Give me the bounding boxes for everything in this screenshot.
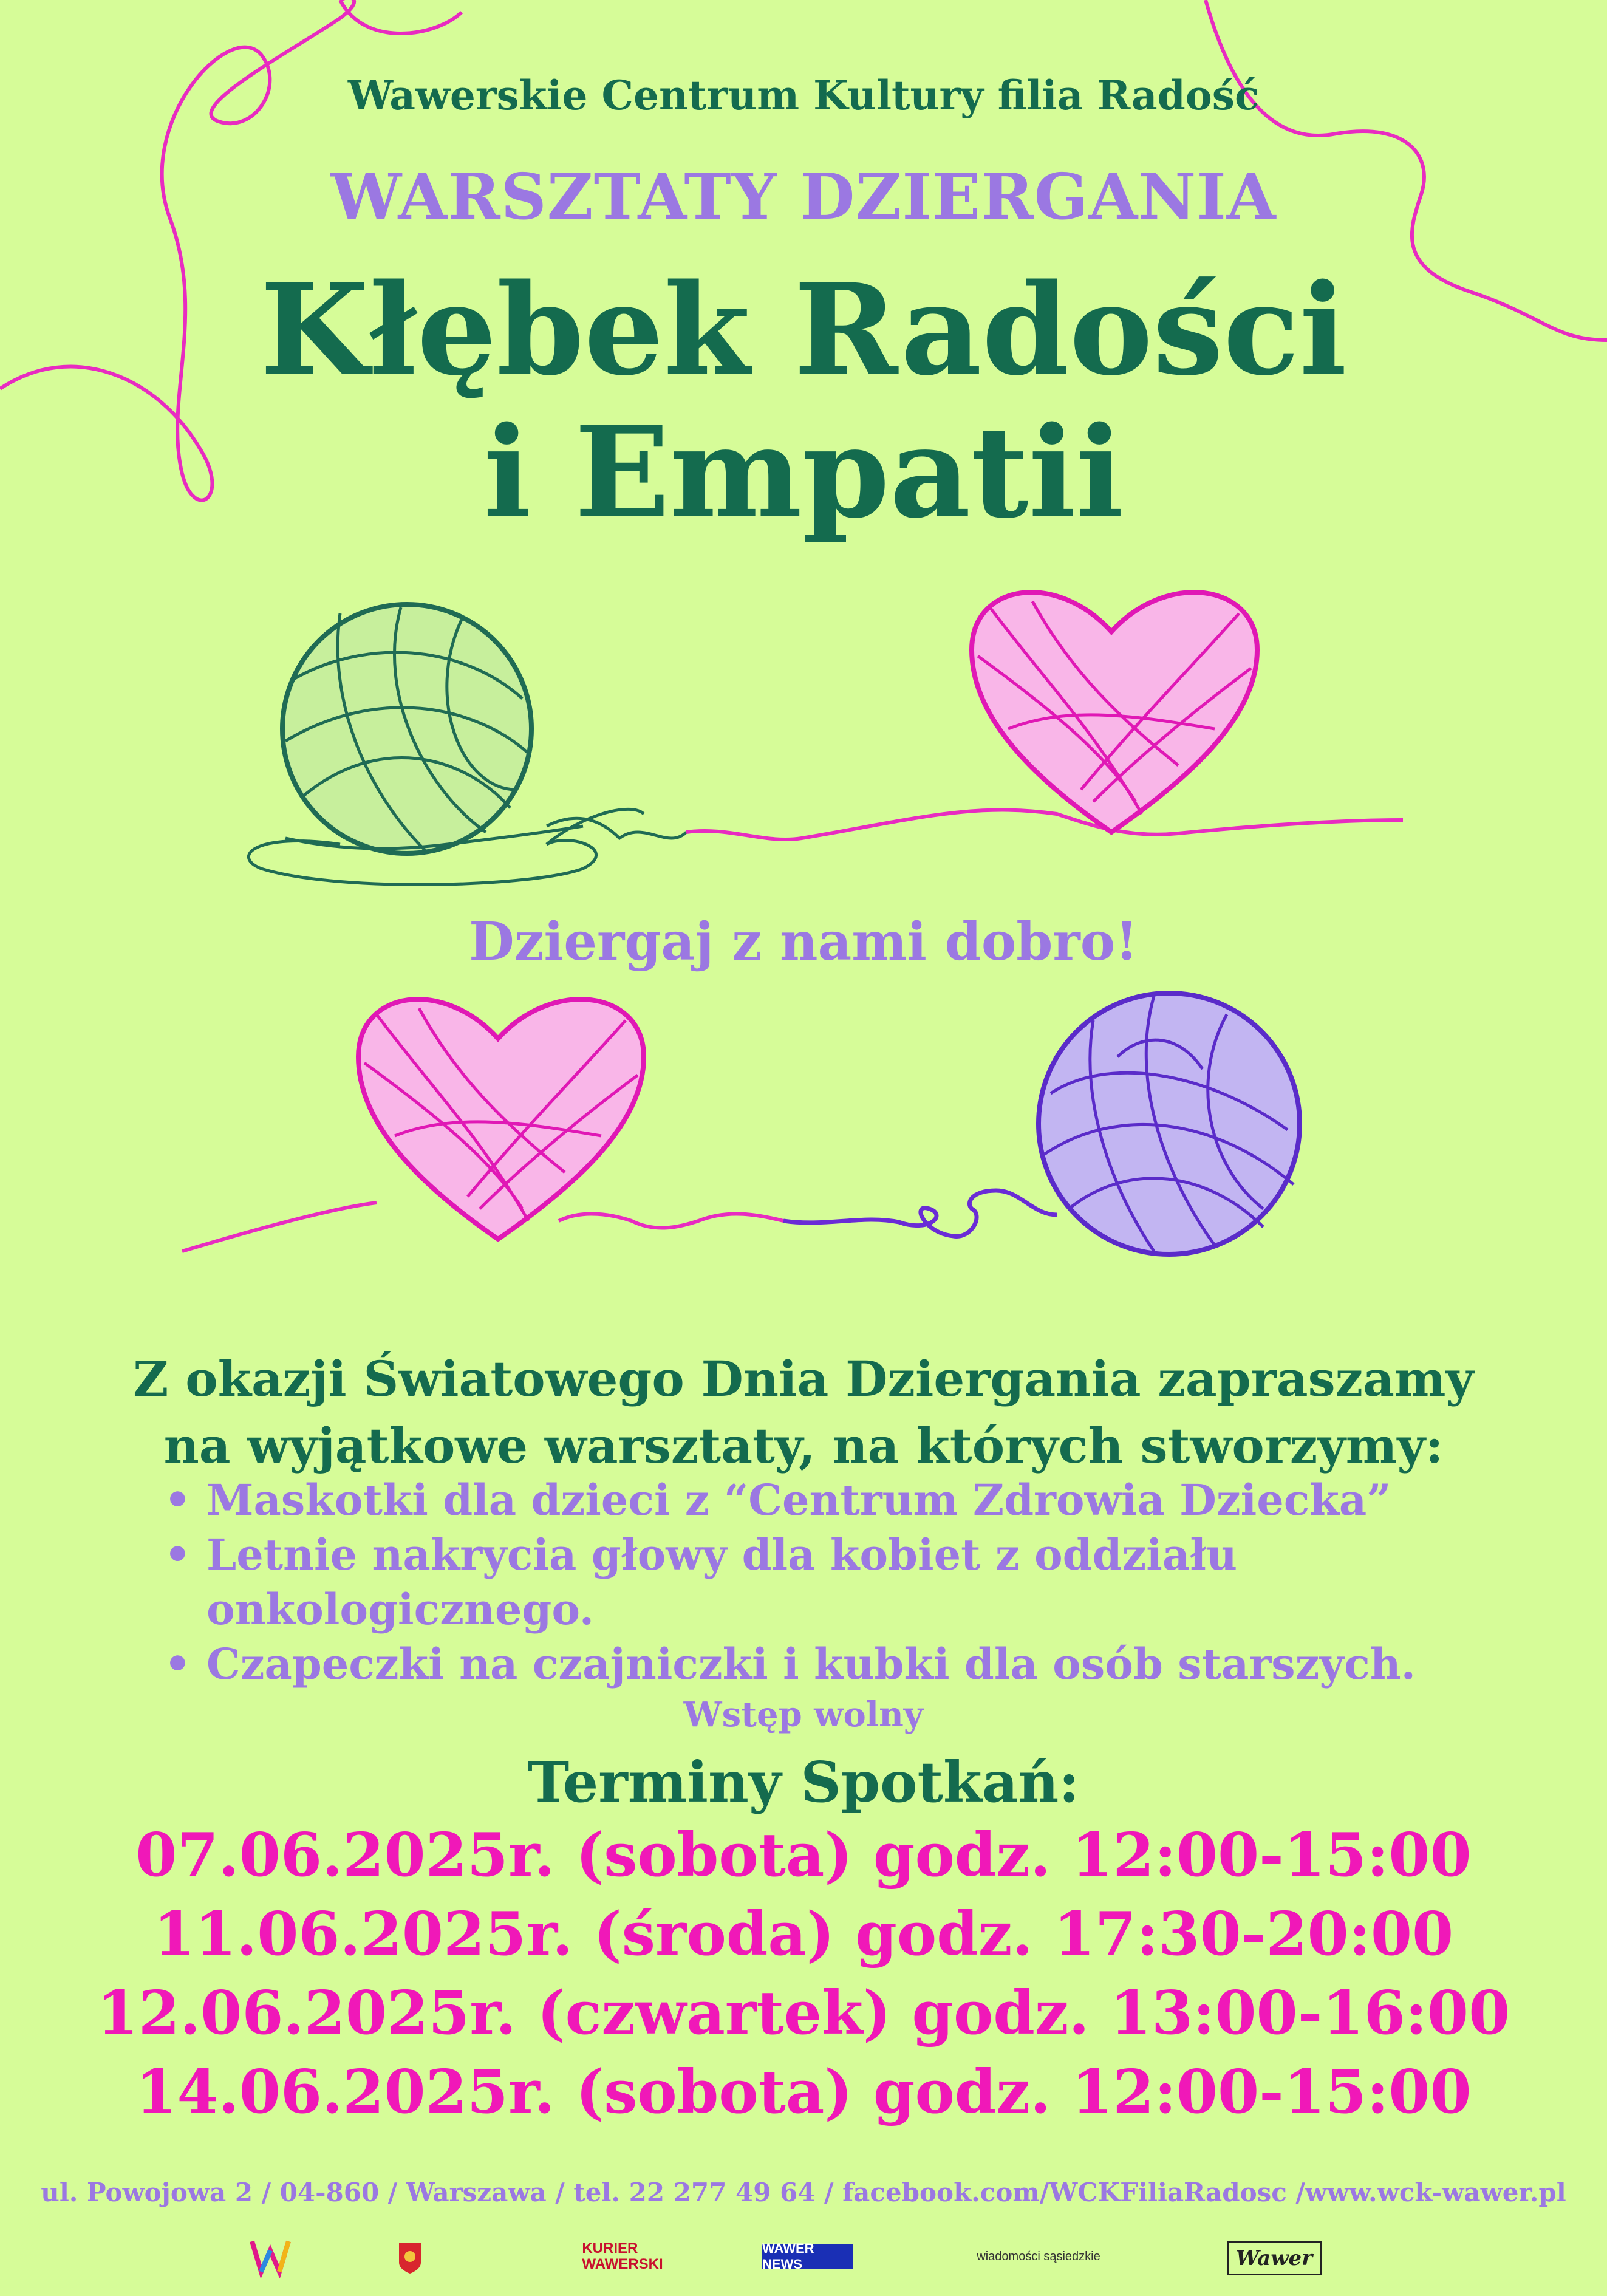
list-item: • Letnie nakrycia głowy dla kobiet z oddziału onkologicznego. [164, 1528, 1288, 1637]
wawer-news-logo: WAWER NEWS [762, 2244, 853, 2269]
pink-yarn-heart-bottom-icon [358, 999, 644, 1239]
pink-yarn-heart-top-icon [972, 592, 1257, 832]
green-yarn-ball-icon [248, 604, 644, 884]
wawer-logo: Wawer [1227, 2241, 1322, 2275]
sponsor-logos [0, 2229, 1607, 2290]
kurier-wawerski-logo: KURIER WAWERSKI [582, 2240, 663, 2272]
list-item: • Czapeczki na czajniczki i kubki dla osób starszych. [164, 1637, 1500, 1692]
warsaw-crest-icon [395, 2235, 425, 2278]
footer-contact: ul. Powojowa 2 / 04-860 / Warszawa / tel. 22 277 49 64 / facebook.com/WCKFiliaRadosc /www.wck-wawer.pl [41, 2178, 1566, 2207]
dates-list [0, 1816, 1607, 2132]
event-type: WARSZTATY DZIERGANIA [330, 159, 1277, 234]
date-item: 14.06.2025r. (sobota) godz. 12:00-15:00 [135, 2057, 1472, 2127]
intro-line-2: na wyjątkowe warsztaty, na których stworzymy: [163, 1417, 1444, 1474]
items-list [164, 1473, 1500, 1692]
date-item: 12.06.2025r. (czwartek) godz. 13:00-16:00 [97, 1978, 1510, 2048]
entry-note: Wstęp wolny [683, 1695, 924, 1735]
list-item: • Maskotki dla dzieci z “Centrum Zdrowia Dziecka” [164, 1473, 1500, 1528]
dates-title: Terminy Spotkań: [527, 1749, 1080, 1815]
date-item: 07.06.2025r. (sobota) godz. 12:00-15:00 [135, 1820, 1472, 1890]
title-line-2: i Empatii [483, 399, 1124, 546]
wiadomosci-sasiedzkie-logo: wiadomości sąsiedzkie [977, 2249, 1100, 2263]
purple-yarn-ball-icon [1039, 993, 1300, 1254]
organization-name: Wawerskie Centrum Kultury filia Radość [347, 72, 1260, 119]
intro-text [0, 1345, 1607, 1479]
date-item: 11.06.2025r. (środa) godz. 17:30-20:00 [153, 1899, 1454, 1969]
intro-line-1: Z okazji Światowego Dnia Dziergania zapraszamy [132, 1350, 1475, 1407]
title-line-1: Kłębek Radości [260, 256, 1347, 403]
slogan: Dziergaj z nami dobro! [469, 911, 1138, 972]
wck-logo-icon [249, 2235, 292, 2278]
